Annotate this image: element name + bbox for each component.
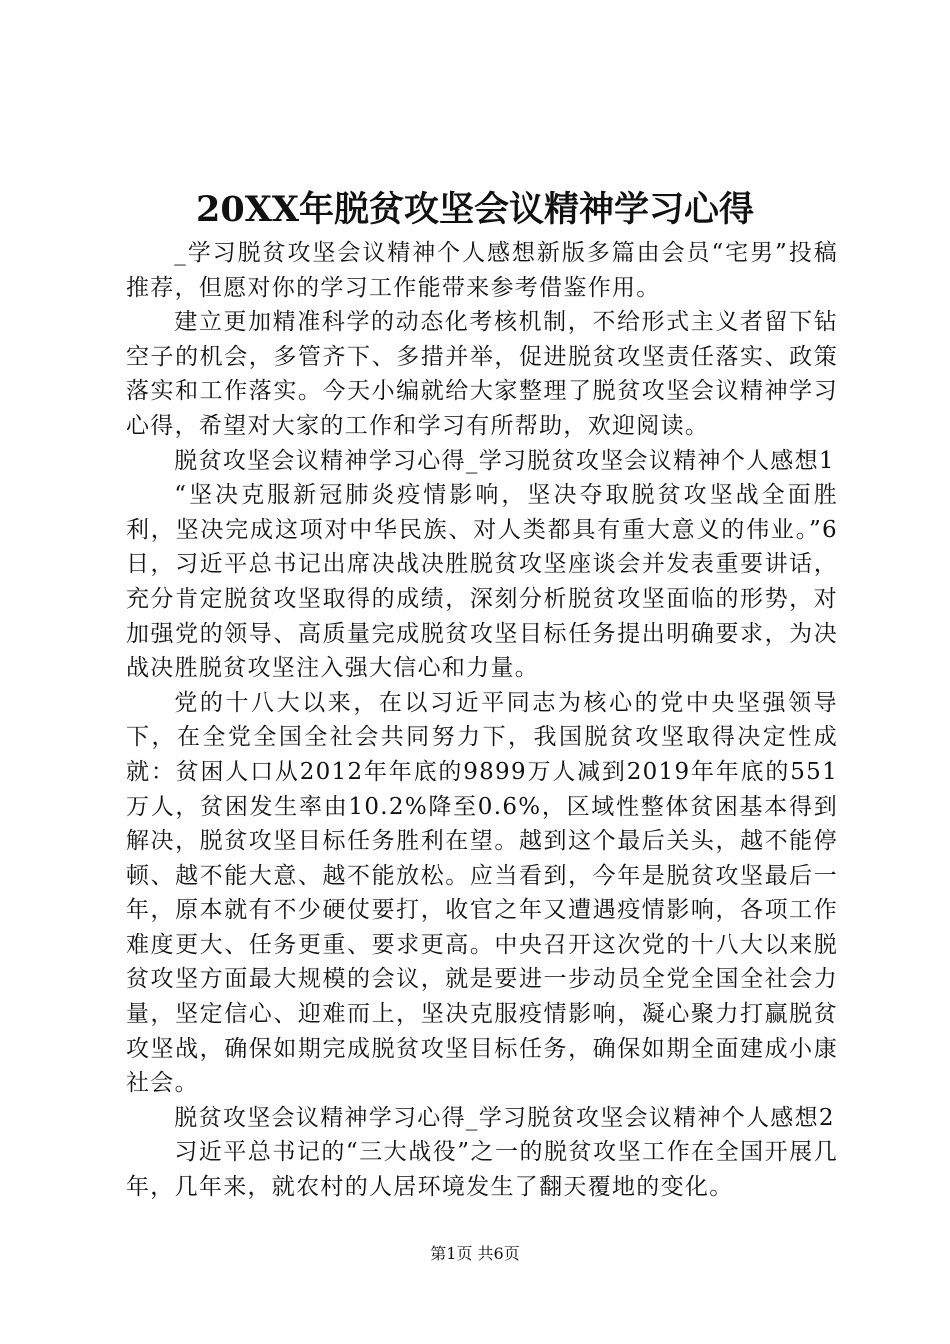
page-number-footer: 第1页 共6页 <box>430 1244 520 1263</box>
paragraph-summary: 建立更加精准科学的动态化考核机制，不给形式主义者留下钻空子的机会，多管齐下、多措并举，促进脱贫攻坚责任落实、政策落实和工作落实。今天小编就给大家整理了脱贫攻坚会议精神学习心得，希望对大家的工作和学习有所帮助，欢迎阅读。 <box>126 309 838 439</box>
document-body <box>126 236 838 1205</box>
document-title: 20XX年脱贫攻坚会议精神学习心得 <box>195 189 755 230</box>
section-heading-1: 脱贫攻坚会议精神学习心得_学习脱贫攻坚会议精神个人感想1 <box>174 447 835 474</box>
paragraph-campaign: 习近平总书记的“三大战役”之一的脱贫攻坚工作在全国开展几年，几年来，就农村的人居环境发生了翻天覆地的变化。 <box>126 1139 838 1201</box>
section-heading-2: 脱贫攻坚会议精神学习心得_学习脱贫攻坚会议精神个人感想2 <box>174 1104 835 1131</box>
paragraph-intro: _学习脱贫攻坚会议精神个人感想新版多篇由会员“宅男”投稿推荐，但愿对你的学习工作能带来参考借鉴作用。 <box>126 240 838 301</box>
paragraph-quote: “坚决克服新冠肺炎疫情影响，坚决夺取脱贫攻坚战全面胜利，坚决完成这项对中华民族、对人类都具有重大意义的伟业。”6日，习近平总书记出席决战决胜脱贫攻坚座谈会并发表重要讲话，充分肯定脱贫攻坚取得的成绩，深刻分析脱贫攻坚面临的形势，对加强党的领导、高质量完成脱贫攻坚目标任务提出明确要求，为决战决胜脱贫攻坚注入强大信心和力量。 <box>126 482 838 682</box>
paragraph-achievements: 党的十八大以来，在以习近平同志为核心的党中央坚强领导下，在全党全国全社会共同努力下，我国脱贫攻坚取得决定性成就：贫困人口从2012年年底的9899万人减到2019年年底的551万人，贫困发生率由10.2%降至0.6%，区域性整体贫困基本得到解决，脱贫攻坚目标任务胜利在望。越到这个最后关头，越不能停顿、越不能大意、越不能放松。应当看到，今年是脱贫攻坚最后一年，原本就有不少硬仗要打，收官之年又遭遇疫情影响，各项工作难度更大、任务更重、要求更高。中央召开这次党的十八大以来脱贫攻坚方面最大规模的会议，就是要进一步动员全党全国全社会力量，坚定信心、迎难而上，坚决克服疫情影响，凝心聚力打赢脱贫攻坚战，确保如期完成脱贫攻坚目标任务，确保如期全面建成小康社会。 <box>126 689 838 1097</box>
